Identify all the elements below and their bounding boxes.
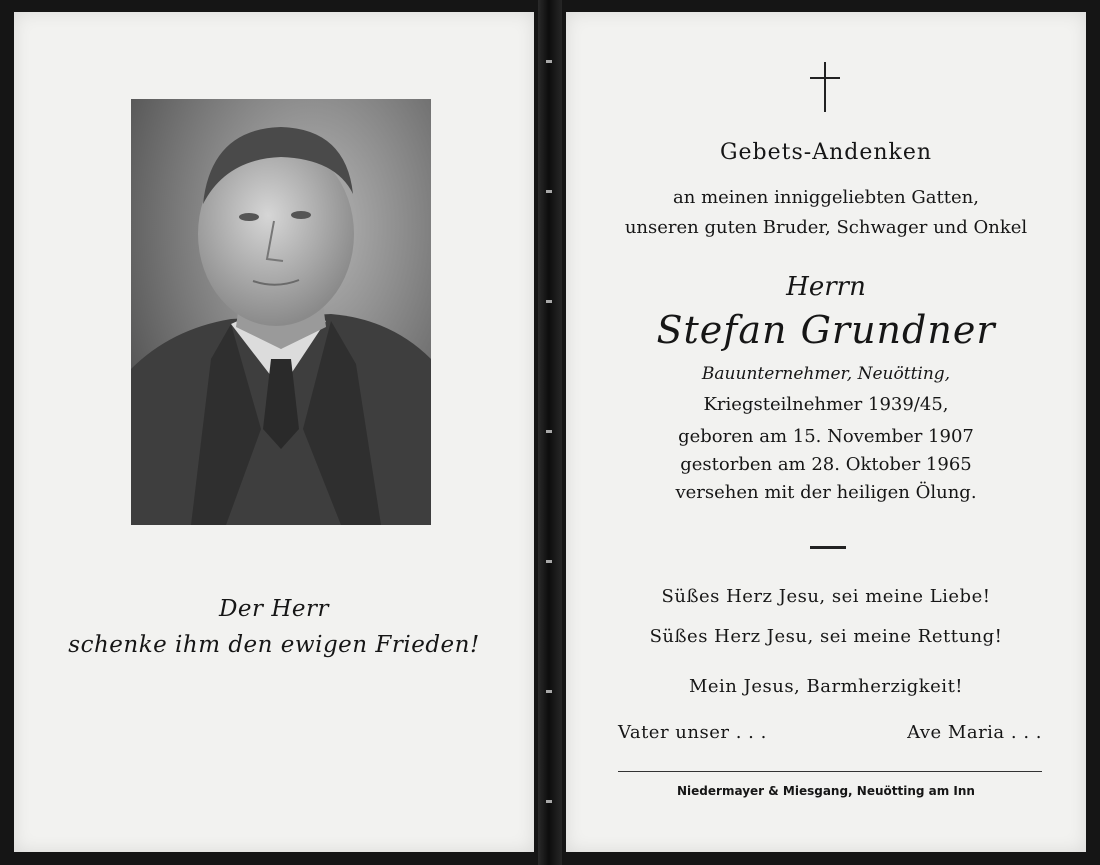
- birth-date: geboren am 15. November 1907: [678, 426, 974, 447]
- occupation: Bauunternehmer, Neuötting,: [701, 364, 951, 384]
- divider-dash: [810, 546, 846, 549]
- ave-maria: Ave Maria . . .: [907, 722, 1042, 743]
- prayer-line-1: Süßes Herz Jesu, sei meine Liebe!: [661, 586, 991, 607]
- portrait-photo: [131, 99, 431, 525]
- fold-wear-mark: [546, 800, 552, 803]
- cross-icon: [810, 62, 840, 112]
- footer-rule: [618, 771, 1042, 772]
- vater-unser: Vater unser . . .: [618, 722, 767, 743]
- prayer-line-2: Süßes Herz Jesu, sei meine Rettung!: [649, 626, 1003, 647]
- sacrament-line: versehen mit der heiligen Ölung.: [675, 482, 977, 503]
- left-panel: [14, 12, 534, 852]
- fold-wear-mark: [546, 560, 552, 563]
- salutation: Herrn: [786, 272, 866, 302]
- intro-line-2: unseren guten Bruder, Schwager und Onkel: [624, 217, 1028, 238]
- death-date: gestorben am 28. Oktober 1965: [680, 454, 972, 475]
- fold-wear-mark: [546, 60, 552, 63]
- right-panel: [566, 12, 1086, 852]
- fold-wear-mark: [546, 430, 552, 433]
- prayer-line-3: Mein Jesus, Barmherzigkeit!: [688, 676, 964, 697]
- card-title: Gebets-Andenken: [719, 140, 933, 165]
- printer-credit: Niedermayer & Miesgang, Neuötting am Inn: [677, 784, 975, 798]
- fold-wear-mark: [546, 300, 552, 303]
- caption-line-1: Der Herr: [218, 596, 329, 622]
- deceased-name: Stefan Grundner: [656, 308, 996, 352]
- intro-line-1: an meinen inniggeliebten Gatten,: [673, 187, 979, 208]
- war-service: Kriegsteilnehmer 1939/45,: [703, 394, 949, 415]
- fold-wear-mark: [546, 190, 552, 193]
- caption-line-2: schenke ihm den ewigen Frieden!: [68, 632, 480, 658]
- fold-wear-mark: [546, 690, 552, 693]
